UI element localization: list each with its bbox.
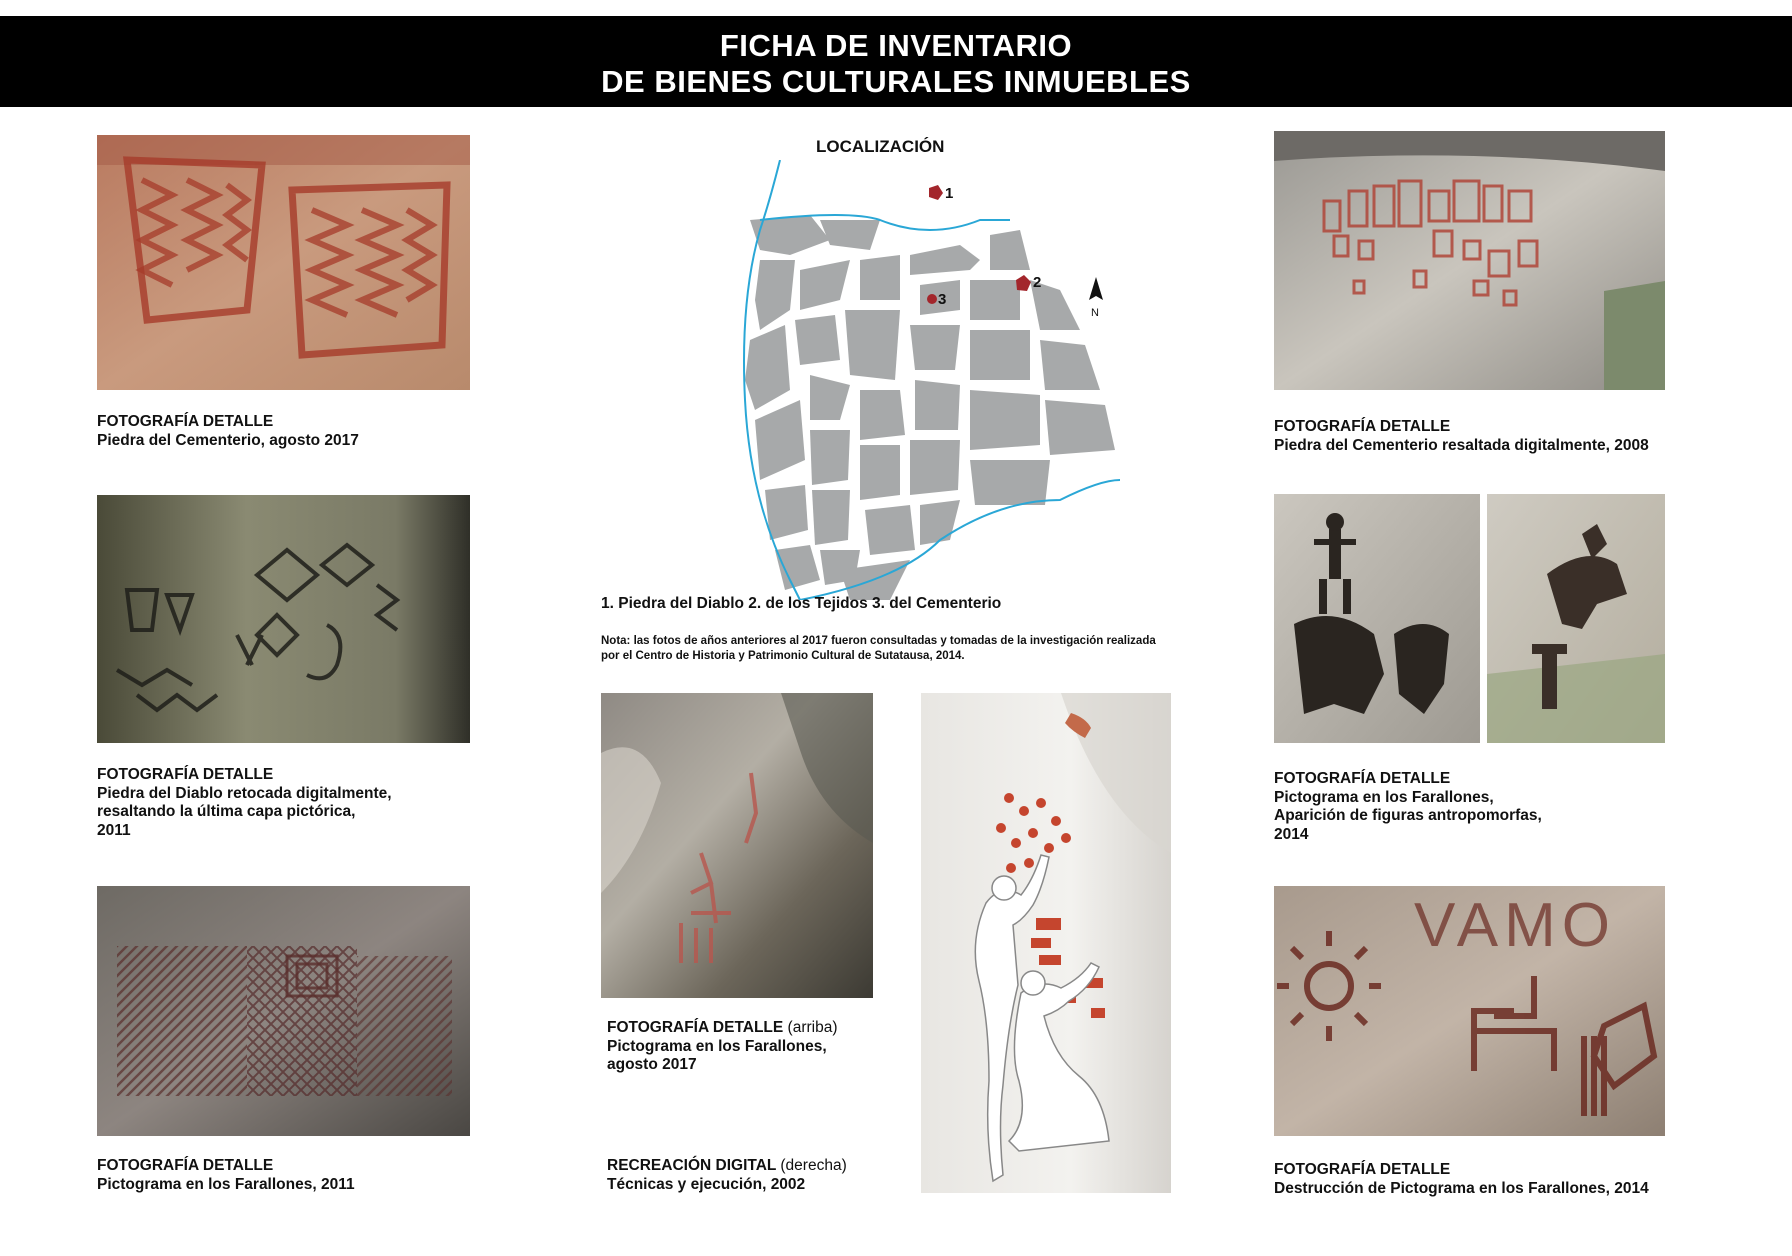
caption-line: Aparición de figuras antropomorfas,: [1274, 807, 1542, 824]
caption-line: Piedra del Diablo retocada digitalmente,: [97, 784, 392, 802]
caption-7: [1274, 770, 1542, 844]
caption-heading: FOTOGRAFÍA DETALLE: [97, 766, 274, 783]
caption-line: 2011: [97, 821, 131, 839]
photo-anthropomorphic-right: [1487, 494, 1665, 743]
caption-text: Técnicas y ejecución, 2002: [607, 1175, 806, 1193]
page-header: [0, 16, 1792, 107]
map-marker-3: 3: [938, 291, 947, 308]
caption-3: [97, 1157, 355, 1194]
caption-6: [1274, 418, 1649, 455]
caption-line: Pictograma en los Farallones,: [1274, 788, 1494, 806]
caption-text: Destrucción de Pictograma en los Farallones, 2014: [1274, 1179, 1649, 1197]
caption-heading: FOTOGRAFÍA DETALLE: [607, 1019, 784, 1036]
map-legend: 1. Piedra del Diablo 2. de los Tejidos 3. del Cementerio: [601, 595, 1002, 612]
caption-heading: FOTOGRAFÍA DETALLE: [1274, 770, 1451, 787]
map-note: Nota: las fotos de años anteriores al 2017 fueron consultadas y tomadas de la investigación realizada por el Centro de Historia y Patrimonio Cultural de Sutatausa, 2014.: [601, 635, 1156, 662]
caption-heading: RECREACIÓN DIGITAL: [607, 1157, 777, 1174]
location-map: [700, 160, 1120, 600]
photo-piedra-cementerio-2008: [1274, 131, 1665, 390]
caption-line: 2014: [1274, 825, 1309, 843]
caption-heading: FOTOGRAFÍA DETALLE: [1274, 418, 1451, 435]
north-arrow-icon: [1089, 277, 1103, 319]
caption-line: resaltando la última capa pictórica,: [97, 803, 356, 820]
photo-piedra-cementerio-2017: [97, 135, 470, 390]
caption-heading: FOTOGRAFÍA DETALLE: [1274, 1161, 1451, 1178]
map-marker-1: 1: [945, 185, 954, 202]
photo-farallones-2017: [601, 693, 873, 998]
caption-5: [607, 1157, 847, 1194]
caption-qualifier: (derecha): [780, 1157, 847, 1174]
caption-text: Piedra del Cementerio resaltada digitalmente, 2008: [1274, 436, 1649, 454]
photo-anthropomorphic-left: [1274, 494, 1480, 743]
north-label: N: [1091, 307, 1099, 319]
header-title-line1: FICHA DE INVENTARIO: [719, 28, 1073, 63]
photo-farallones-2011: [97, 886, 470, 1136]
caption-text: Pictograma en los Farallones, 2011: [97, 1175, 355, 1193]
localization-title: LOCALIZACIÓN: [816, 137, 945, 156]
digital-recreation-image: [921, 693, 1171, 1193]
photo-piedra-diablo-2011: [97, 495, 470, 743]
map-marker-2: 2: [1033, 274, 1042, 291]
caption-line: agosto 2017: [607, 1056, 697, 1073]
caption-2: [97, 766, 392, 840]
photo-destruction-2014: [1274, 886, 1665, 1136]
caption-1: [97, 413, 359, 450]
header-title-line2: DE BIENES CULTURALES INMUEBLES: [601, 64, 1191, 99]
caption-8: [1274, 1161, 1649, 1198]
caption-heading: FOTOGRAFÍA DETALLE: [97, 413, 274, 430]
vandal-graffiti-text: VAMO: [1414, 891, 1616, 960]
caption-qualifier: (arriba): [787, 1019, 838, 1036]
caption-text: Piedra del Cementerio, agosto 2017: [97, 431, 359, 449]
caption-line: Pictograma en los Farallones,: [607, 1037, 827, 1055]
caption-4: [607, 1019, 838, 1075]
caption-heading: FOTOGRAFÍA DETALLE: [97, 1157, 274, 1174]
